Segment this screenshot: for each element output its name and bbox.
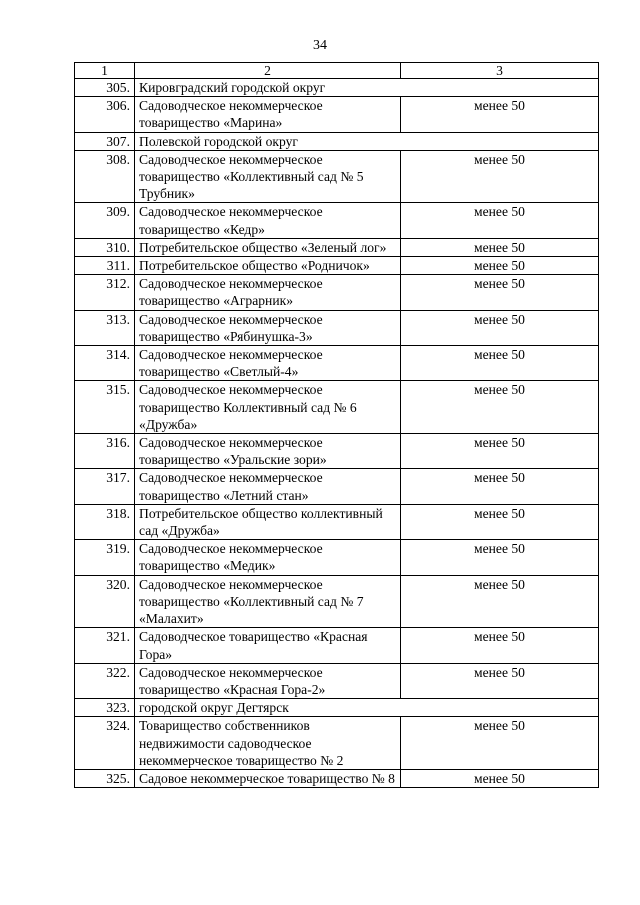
member-count: менее 50 (401, 150, 599, 203)
table-row (75, 717, 599, 770)
member-count: менее 50 (401, 257, 599, 275)
table-row (75, 575, 599, 628)
row-number: 315. (75, 381, 135, 434)
row-number: 322. (75, 663, 135, 698)
municipality-name: Кировградский городской округ (135, 79, 599, 97)
member-count: менее 50 (401, 434, 599, 469)
organization-name: Садовое некоммерческое товарищество № 8 (135, 769, 401, 787)
organization-name: Садоводческое некоммерческое товарищество «Коллективный сад № 5 Трубник» (135, 150, 401, 203)
row-number: 324. (75, 717, 135, 770)
organization-name: Садоводческое некоммерческое товарищество «Рябинушка-3» (135, 310, 401, 345)
organization-name: Садоводческое некоммерческое товарищество «Светлый-4» (135, 346, 401, 381)
row-number: 314. (75, 346, 135, 381)
row-number: 305. (75, 79, 135, 97)
page-number: 34 (313, 38, 327, 53)
row-number: 316. (75, 434, 135, 469)
row-number: 311. (75, 257, 135, 275)
column-header-name: 2 (135, 63, 401, 79)
member-count: менее 50 (401, 381, 599, 434)
organization-name: Садоводческое некоммерческое товарищество «Марина» (135, 97, 401, 132)
organization-name: Садоводческое некоммерческое товарищество «Аграрник» (135, 275, 401, 310)
row-number: 313. (75, 310, 135, 345)
organization-name: Товарищество собственников недвижимости садоводческое некоммерческое товарищество № 2 (135, 717, 401, 770)
table-row (75, 310, 599, 345)
member-count: менее 50 (401, 769, 599, 787)
member-count: менее 50 (401, 717, 599, 770)
member-count: менее 50 (401, 97, 599, 132)
table-row (75, 275, 599, 310)
member-count: менее 50 (401, 346, 599, 381)
member-count: менее 50 (401, 238, 599, 256)
row-number: 321. (75, 628, 135, 663)
organization-name: Потребительское общество «Зеленый лог» (135, 238, 401, 256)
row-number: 310. (75, 238, 135, 256)
table-row (75, 469, 599, 504)
table-row (75, 150, 599, 203)
organization-name: Садоводческое некоммерческое товарищество «Коллективный сад № 7 «Малахит» (135, 575, 401, 628)
member-count: менее 50 (401, 203, 599, 238)
section-row (75, 132, 599, 150)
table-row (75, 434, 599, 469)
section-row (75, 79, 599, 97)
organization-name: Садоводческое некоммерческое товарищество «Летний стан» (135, 469, 401, 504)
table-row (75, 97, 599, 132)
table-row (75, 346, 599, 381)
organization-name: Садоводческое некоммерческое товарищество Коллективный сад № 6 «Дружба» (135, 381, 401, 434)
row-number: 312. (75, 275, 135, 310)
row-number: 307. (75, 132, 135, 150)
member-count: менее 50 (401, 628, 599, 663)
column-header-value: 3 (401, 63, 599, 79)
member-count: менее 50 (401, 663, 599, 698)
row-number: 319. (75, 540, 135, 575)
registry-table (74, 62, 599, 788)
member-count: менее 50 (401, 275, 599, 310)
member-count: менее 50 (401, 575, 599, 628)
organization-name: Потребительское общество коллективный сад «Дружба» (135, 504, 401, 539)
organization-name: Садоводческое некоммерческое товарищество «Медик» (135, 540, 401, 575)
member-count: менее 50 (401, 310, 599, 345)
organization-name: Садоводческое некоммерческое товарищество «Уральские зори» (135, 434, 401, 469)
table-row (75, 381, 599, 434)
table-row (75, 504, 599, 539)
header-row (75, 63, 599, 79)
row-number: 317. (75, 469, 135, 504)
organization-name: Потребительское общество «Родничок» (135, 257, 401, 275)
table-row (75, 540, 599, 575)
row-number: 318. (75, 504, 135, 539)
table-row (75, 238, 599, 256)
table-row (75, 769, 599, 787)
table-row (75, 203, 599, 238)
member-count: менее 50 (401, 540, 599, 575)
municipality-name: Полевской городской округ (135, 132, 599, 150)
member-count: менее 50 (401, 469, 599, 504)
row-number: 306. (75, 97, 135, 132)
row-number: 323. (75, 699, 135, 717)
row-number: 309. (75, 203, 135, 238)
row-number: 325. (75, 769, 135, 787)
table-header (75, 63, 599, 79)
organization-name: Садоводческое товарищество «Красная Гора» (135, 628, 401, 663)
section-row (75, 699, 599, 717)
table-row (75, 257, 599, 275)
column-header-number: 1 (75, 63, 135, 79)
municipality-name: городской округ Дегтярск (135, 699, 599, 717)
member-count: менее 50 (401, 504, 599, 539)
table-row (75, 628, 599, 663)
organization-name: Садоводческое некоммерческое товарищество «Кедр» (135, 203, 401, 238)
row-number: 308. (75, 150, 135, 203)
organization-name: Садоводческое некоммерческое товарищество «Красная Гора-2» (135, 663, 401, 698)
table-row (75, 663, 599, 698)
table-body (75, 79, 599, 788)
row-number: 320. (75, 575, 135, 628)
